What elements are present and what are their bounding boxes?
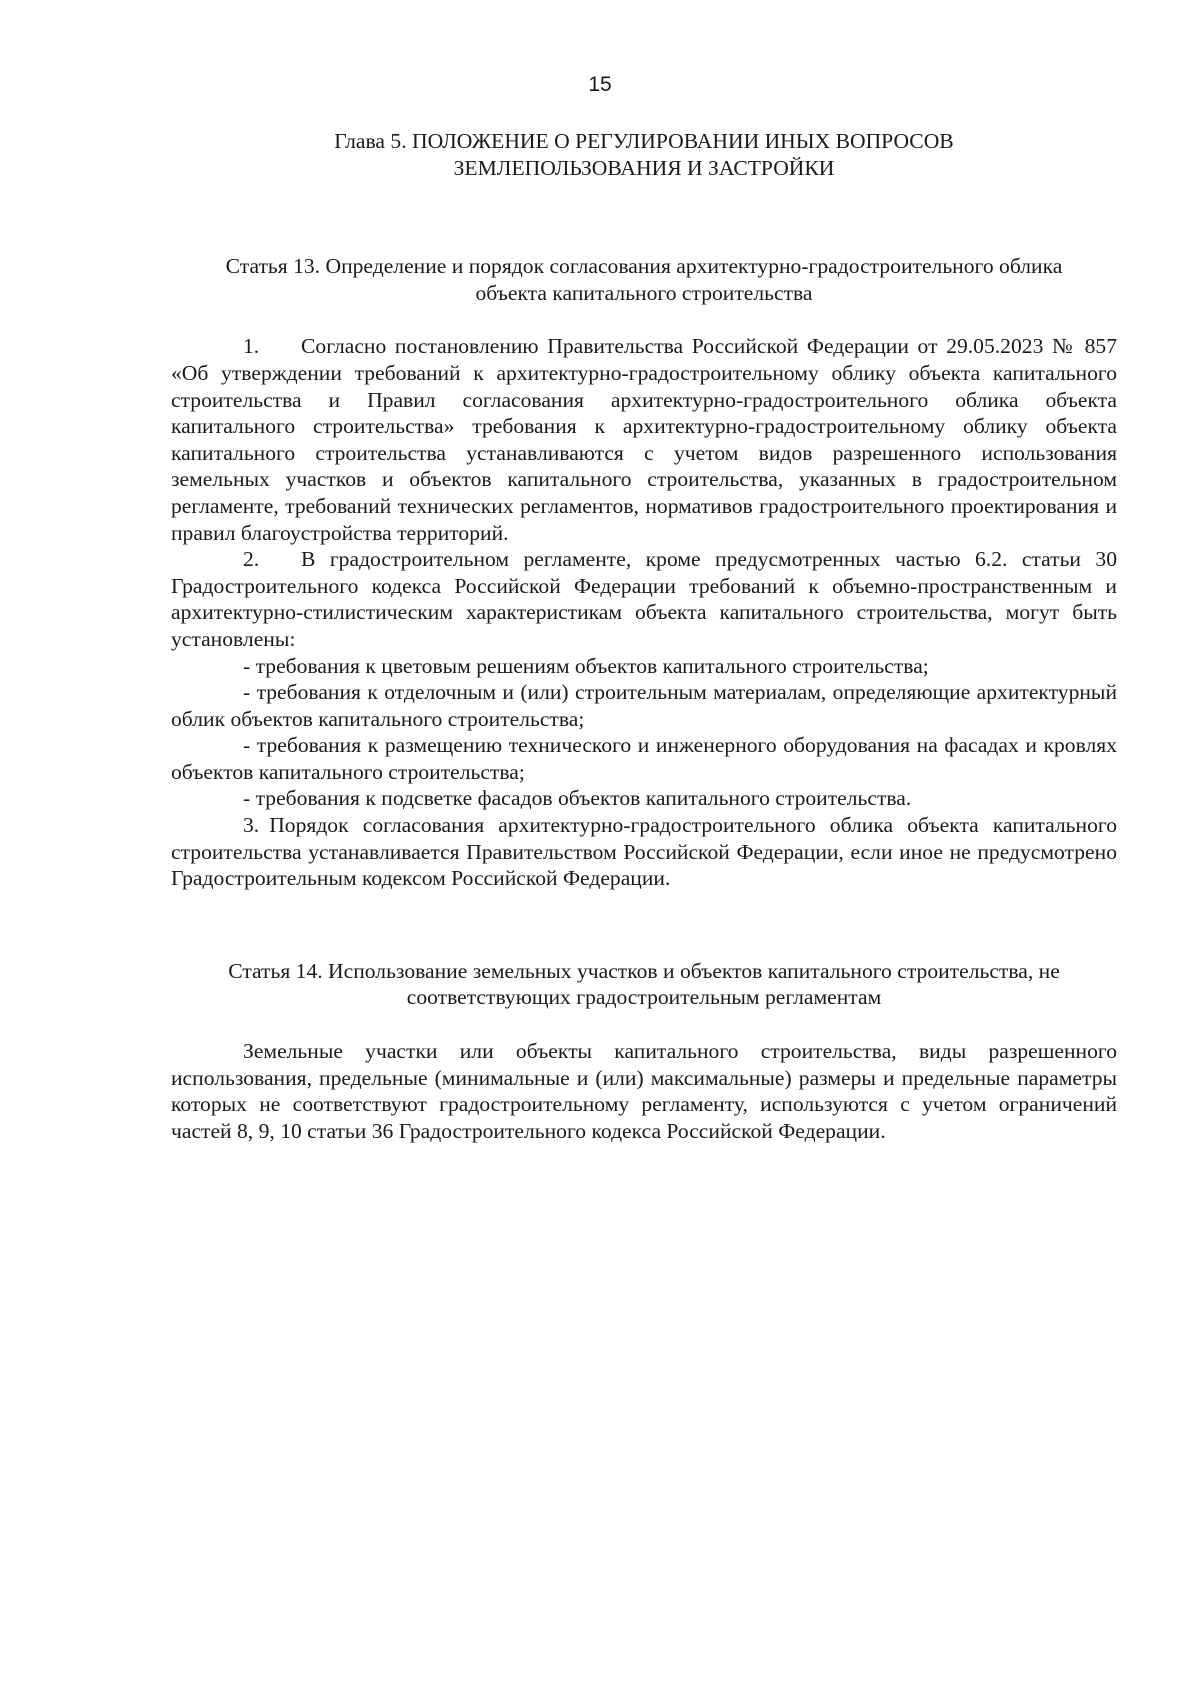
article-13-title-line-1: Статья 13. Определение и порядок согласования архитектурно-градостроительного облика [225,254,1063,279]
document-body [171,128,1117,1144]
article-13-paragraph-3 [171,812,1117,892]
article-13-paragraph-2 [171,546,1117,652]
article-14-title [171,958,1117,1011]
article-13-paragraph-1 [171,333,1117,546]
chapter-title [171,128,1117,181]
chapter-title-line-1: Глава 5. ПОЛОЖЕНИЕ О РЕГУЛИРОВАНИИ ИНЫХ ВОПРОСОВ [334,129,954,153]
paragraph-text: Порядок согласования архитектурно-градостроительного облика объекта капитального строительства устанавливается Правительством Российской Федерации, если иное не предусмотрено Градостроительным кодексом Российской Федерации. [171,813,1117,891]
paragraph-number: 2. [243,547,260,572]
list-item: - требования к размещению технического и инженерного оборудования на фасадах и кровлях объектов капитального строительства; [171,733,1117,784]
list-item: - требования к отделочным и (или) строительным материалам, определяющие архитектурный облик объектов капитального строительства; [171,680,1117,731]
paragraph-number: 1. [243,334,260,359]
article-13-title [171,253,1117,306]
paragraph-text: Согласно постановлению Правительства Российской Федерации от 29.05.2023 № 857 «Об утверждении требований к архитектурно-градостроительному облику объекта капитального строительства и Правил согласования архитектурно-градостроительного облика объекта капитального строительства» требования к архитектурно-градостроительному облику объекта капитального строительства устанавливаются с учетом видов разрешенного использования земельных участков и объектов капитального строительства, указанных в градостроительном регламенте, требований технических регламентов, нормативов градостроительного проектирования и правил благоустройства территорий. [171,334,1117,545]
paragraph-number: 3. [243,813,260,838]
list-item: - требования к подсветке фасадов объектов капитального строительства. [243,786,912,811]
paragraph-text: В градостроительном регламенте, кроме предусмотренных частью 6.2. статьи 30 Градостроительного кодекса Российской Федерации требований к объемно-пространственным и архитектурно-стилистическим характеристикам объекта капитального строительства, могут быть установлены: [171,547,1117,651]
chapter-title-line-2: ЗЕМЛЕПОЛЬЗОВАНИЯ И ЗАСТРОЙКИ [453,155,835,180]
list-item: - требования к цветовым решениям объектов капитального строительства; [243,653,929,678]
article-13-title-line-2: объекта капитального строительства [475,280,813,305]
article-14-paragraph-1: Земельные участки или объекты капитального строительства, виды разрешенного использования, предельные (минимальные и (или) максимальные) размеры и предельные параметры которых не соответствуют градостроительному регламенту, используются с учетом ограничений частей 8, 9, 10 статьи 36 Градостроительного кодекса Российской Федерации. [171,1039,1117,1143]
article-13 [171,253,1117,892]
article-14-title-line-2: соответствующих градостроительным регламентам [406,985,882,1010]
article-14-title-line-1: Статья 14. Использование земельных участков и объектов капитального строительства, не [228,958,1060,983]
article-14 [171,958,1117,1145]
page-number: 15 [588,73,612,96]
